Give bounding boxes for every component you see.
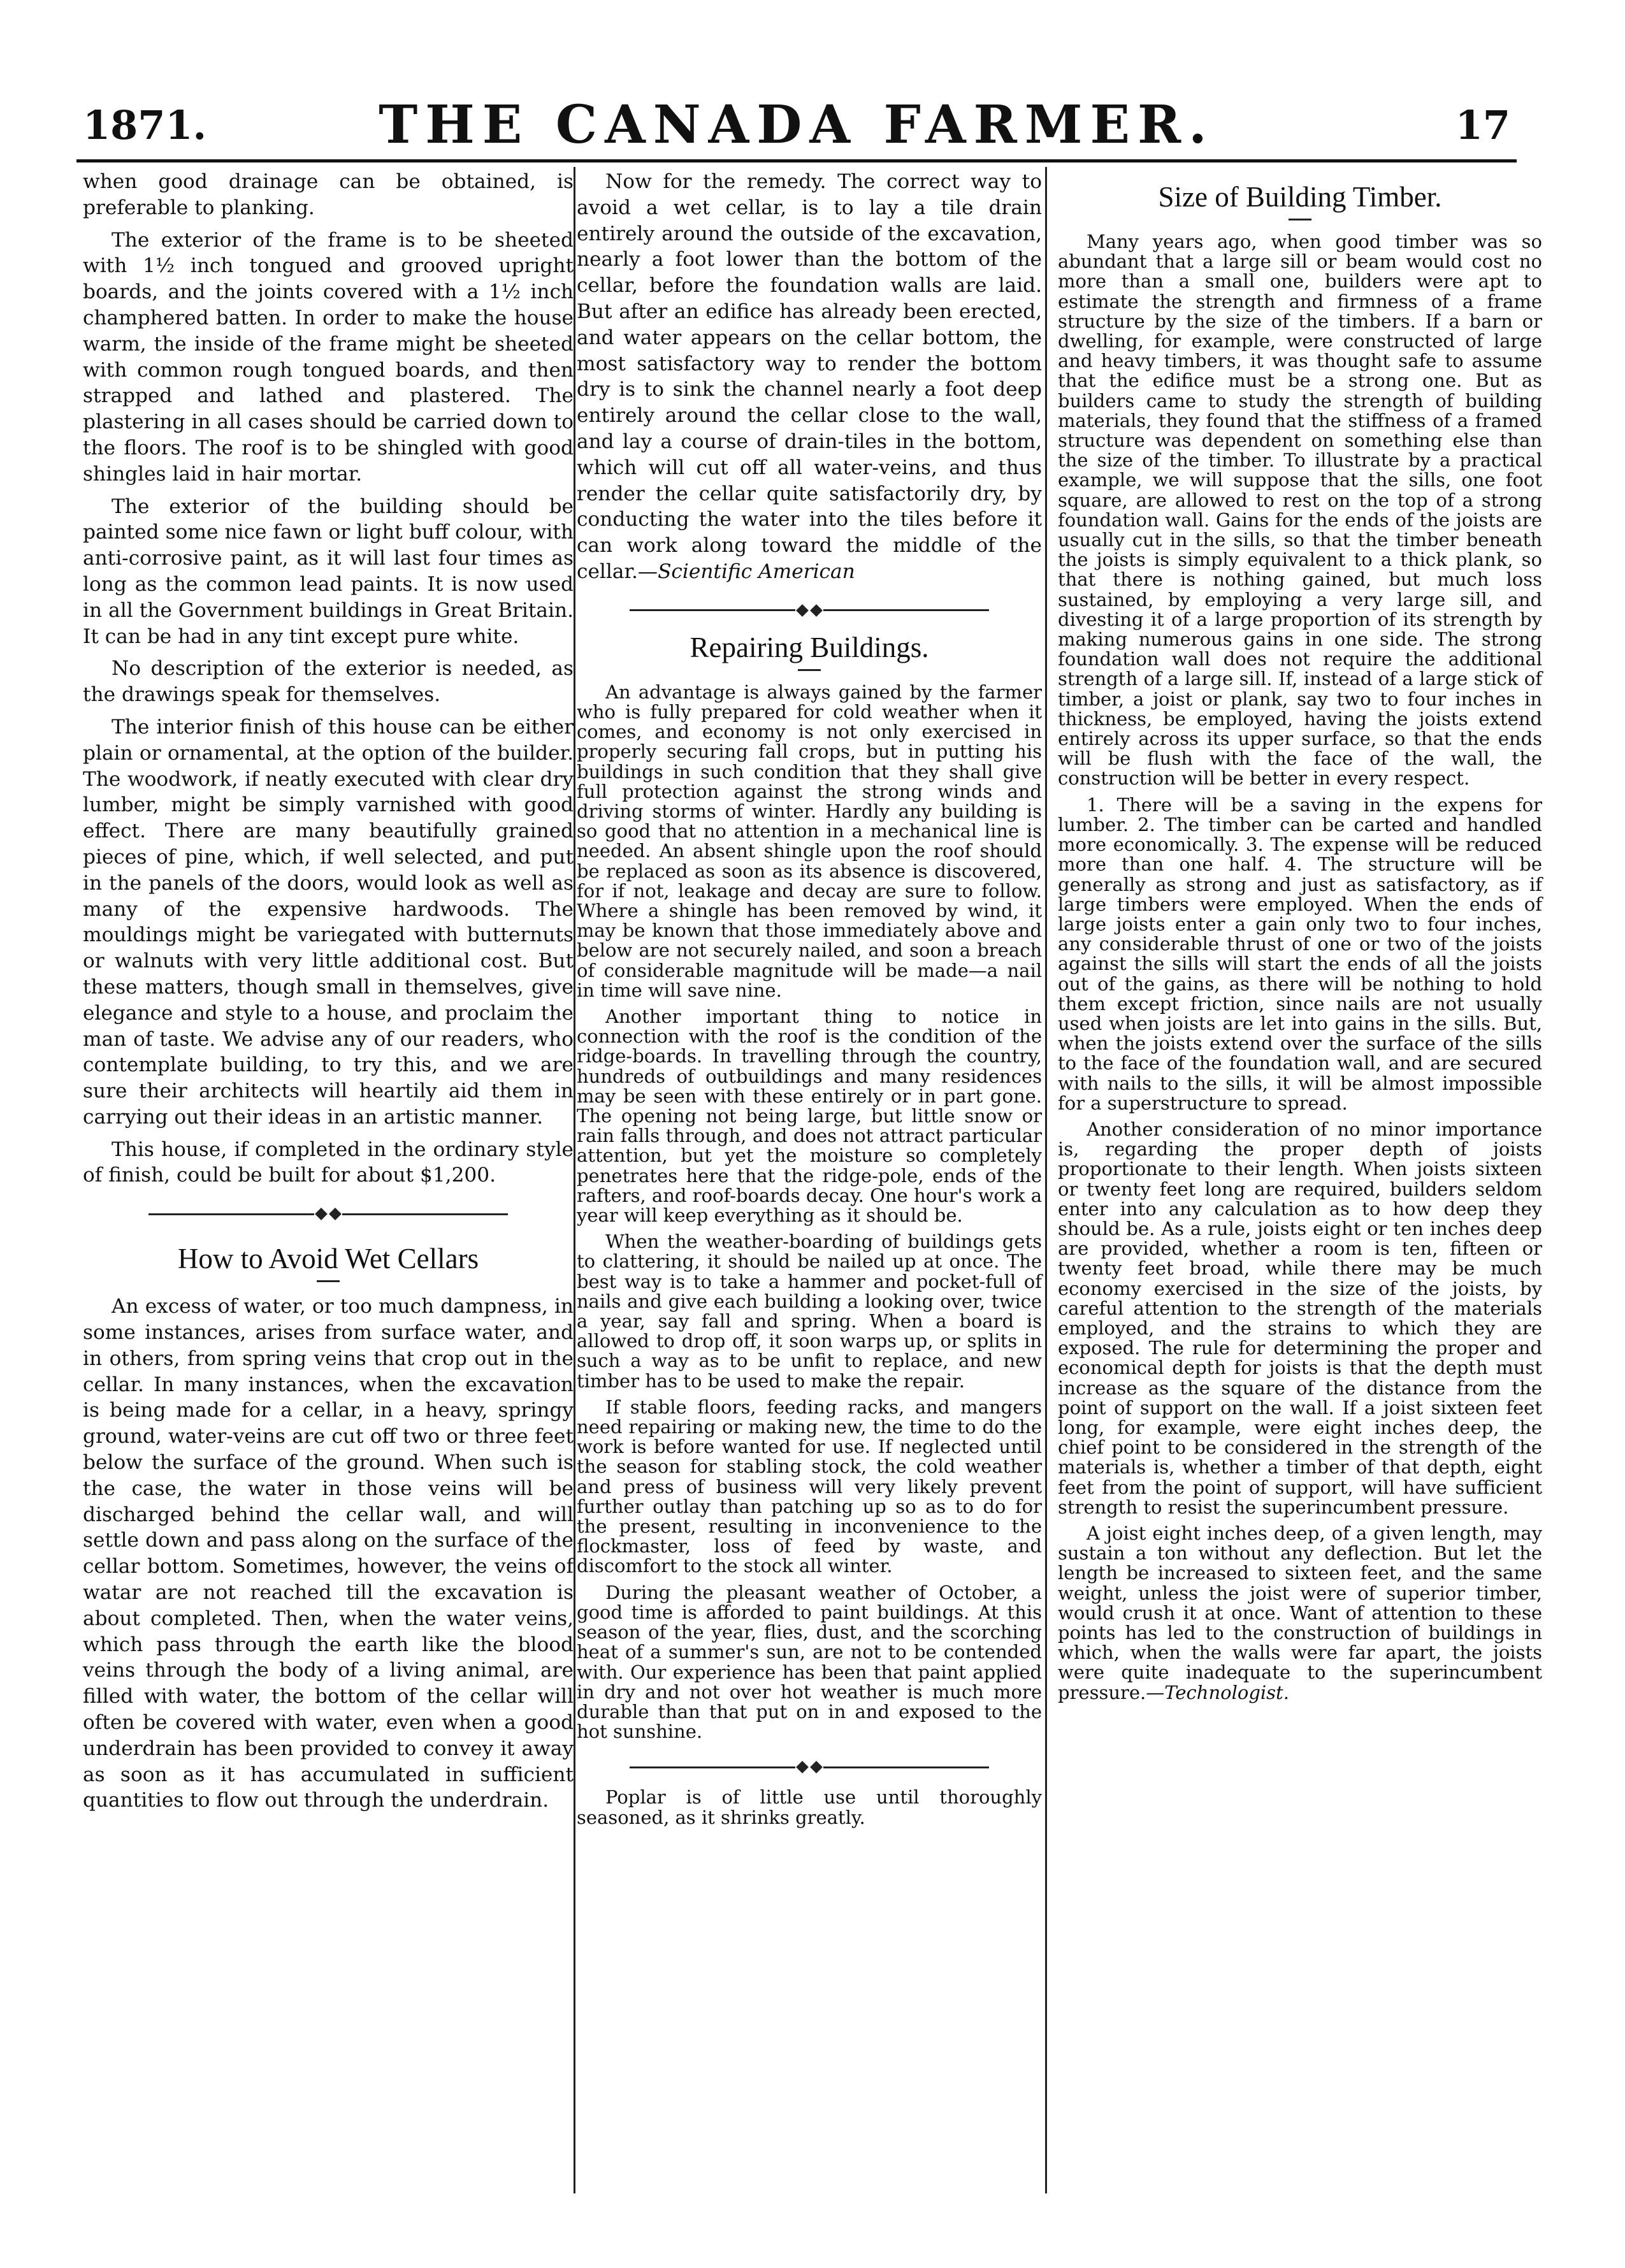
paragraph: The exterior of the building should be painted some nice fawn or light buff colour, with anti-corrosive paint, as it will last four times as long as the common lead paints. It is now used in all the Government buildings in Great Britain. It can be had in any tint except pure white. xyxy=(83,495,574,648)
title-dash xyxy=(317,1280,340,1282)
title-dash xyxy=(1289,219,1311,220)
paragraph: Many years ago, when good timber was so abundant that a large sill or beam would cost no more than a small one, builders were apt to estimate the strength and firmness of a frame structure by the size of the timbers. If a barn or dwelling, for example, were constructed of large and heavy timbers, it was thought safe to assume that the edifice must be a strong one. But as builders came to study the strength of building materials, they found that the stiffness of a framed structure was dependent on something else than the size of the timber. To illustrate by a practical example, we will suppose that the sills, one foot square, are allowed to rest on the top of a strong foundation wall. Gains for the ends of the joists are usually cut in the sills, so that the timber beneath the joists is simply equivalent to a thick plank, so that there is nothing gained, but much loss sustained, by employing a very large sill, and divesting it of a large proportion of its strength by making numerous gains in one side. The strong foundation wall does not require the additional strength of a large sill. If, instead of a large stick of timber, a joist or plank, say two to four inches in thickness, be employed, having the joists extend entirely across its upper surface, so that the ends will be flush with the face of the wall, the construction will be better in every respect. xyxy=(1058,231,1542,790)
paragraph: Poplar is of little use until thoroughly seasoned, as it shrinks greatly. xyxy=(577,1786,1042,1828)
article-title-building-timber: Size of Building Timber. xyxy=(1158,181,1442,213)
paragraph: An excess of water, or too much dampness, in some instances, arises from surface water, and in others, from spring veins that crop out in the cellar. In many instances, when the excavation is being made for a cellar, in a heavy, springy ground, water-veins are cut off two or three feet below the surface of the ground. When such is the case, the water in those veins will be discharged behind the cellar wall, and will settle down and pass along on the surface of the cellar bottom. Sometimes, however, the veins of watar are not reached till the excavation is about completed. Then, when the water veins, which pass through the earth like the blood veins through the body of a living animal, are filled with water, the bottom of the cellar will often be covered with water, even when a good underdrain has been provided to convey it away as soon as it has accumulated in sufficient quantities to flow out through the underdrain. xyxy=(83,1295,574,1812)
paragraph xyxy=(1058,1524,1542,1703)
paragraph-text: Now for the remedy. The correct way to avoid a wet cellar, is to lay a tile drain entirely around the outside of the excavation, nearly a foot lower than the bottom of the cellar, before the foundation walls are laid. But after an edifice has already been erected, and water appears on the cellar bottom, the most satisfactory way to render the bottom dry is to sink the channel nearly a foot deep entirely around the cellar close to the wall, and lay a course of drain-tiles in the bottom, which will cut off all water-veins, and thus render the cellar quite satisfactorily dry, by conducting the water into the tiles before it can work along toward the middle of the cellar. xyxy=(577,170,1042,583)
paragraph: When the weather-boarding of buildings gets to clattering, it should be nailed up at once. The best way is to take a hammer and pocket-full of nails and give each building a looking over, twice a year, say fall and spring. When a board is allowed to drop off, it soon warps up, or splits in such a way as to be unfit to replace, and new timber has to be used to make the repair. xyxy=(577,1231,1042,1392)
paragraph: Another important thing to notice in connection with the roof is the condition of the ridge-boards. In travelling through the country, hundreds of outbuildings and many residences may be seen with these entirely or in part gone. The opening not being large, but little snow or rain falls through, and does not attract particular attention, but yet the moisture so completely penetrates here that the ridge-pole, ends of the rafters, and roof-boards decay. One hour's work a year will keep everything as it should be. xyxy=(577,1006,1042,1227)
article-title-wet-cellars: How to Avoid Wet Cellars xyxy=(177,1243,479,1275)
column-2 xyxy=(577,169,1042,1834)
ornamental-divider xyxy=(577,600,1042,619)
paragraph-text: A joist eight inches deep, of a given length, may sustain a ton without any deflection. But let the length be increased to sixteen feet, and the same weight, unless the joist were of superior timber, would crush it at once. Want of attention to these points has led to the construction of buildings in which, when the walls were far apart, the joists were quite inadequate to the superincumbent pressure. xyxy=(1058,1522,1542,1703)
page-number: 17 xyxy=(1455,102,1510,148)
source-signature: —Scientific American xyxy=(637,560,855,583)
column-1 xyxy=(83,169,574,1820)
paragraph: when good drainage can be obtained, is preferable to planking. xyxy=(83,170,574,219)
masthead-year: 1871. xyxy=(83,102,207,148)
masthead-title: THE CANADA FARMER. xyxy=(379,94,1215,155)
source-signature: —Technologist. xyxy=(1146,1681,1289,1703)
paragraph: Another consideration of no minor importance is, regarding the proper depth of joists proportionate to their length. When joists sixteen or twenty feet long are required, builders seldom enter into any calculation as to how deep they should be. As a rule, joists eight or ten inches deep are provided, whether a room is ten, fifteen or twenty feet broad, while there may be much economy exercised in the size of the joists, by careful attention to the strength of the materials employed, and the strains to which they are exposed. The rule for determining the proper and economical depth for joists is that the depth must increase as the square of the distance from the point of support on the wall. If a joist sixteen feet long, for example, were eight inches deep, the chief point to be considered in the strength of the materials is, whether a timber of that depth, eight feet from the point of support, will have sufficient strength to resist the superincumbent pressure. xyxy=(1058,1118,1542,1518)
paragraph: During the pleasant weather of October, a good time is afforded to paint buildings. At this season of the year, flies, dust, and the scorching heat of a summer's sun, are not to be contended with. Our experience has been that paint applied in dry and not over hot weather is much more durable than that put on in and exposed to the hot sunshine. xyxy=(577,1581,1042,1743)
column-3 xyxy=(1058,169,1542,1709)
paragraph: 1. There will be a saving in the expens for lumber. 2. The timber can be carted and handled more economically. 3. The expense will be reduced more than one half. 4. The structure will be generally as strong and just as satisfactory, as if large timbers were employed. When the ends of large joists enter a gain only two to four inches, any considerable thrust of one or two of the joists against the sills will start the ends of all the joists out of the gains, as there will be nothing to hold them except friction, since nails are not usually used when joists are let into gains in the sills. But, when the joists extend over the surface of the sills to the face of the foundation wall, and are secured with nails to the sills, it will be almost impossible for a superstructure to spread. xyxy=(1058,793,1542,1114)
paragraph: An advantage is always gained by the farmer who is fully prepared for cold weather when it comes, and economy is not only exercised in properly securing fall crops, but in putting his buildings in such condition that they shall give full protection against the strong winds and driving storms of winter. Hardly any building is so good that no attention in a mechanical line is needed. An absent shingle upon the roof should be replaced as soon as its absence is discovered, for if not, leakage and decay are sure to follow. Where a shingle has been removed by wind, it may be known that those immediately above and below are not securely nailed, and soon a breach of considerable magnitude will be made—a nail in time will save nine. xyxy=(577,681,1042,1001)
paragraph xyxy=(577,169,1042,585)
paragraph: No description of the exterior is needed, as the drawings speak for themselves. xyxy=(83,657,574,707)
paragraph: If stable floors, feeding racks, and mangers need repairing or making new, the time to do the work is before wanted for use. If neglected until the season for stabling stock, the cold weather and press of business will very likely prevent further outlay than patching up so as to do for the present, resulting in inconvenience to the flockmaster, loss of feed by waste, and discomfort to the stock all winter. xyxy=(577,1396,1042,1577)
article-title-repairing-buildings: Repairing Buildings. xyxy=(690,631,929,663)
paragraph: This house, if completed in the ordinary style of finish, could be built for about $1,200. xyxy=(83,1138,574,1187)
paragraph: The exterior of the frame is to be sheeted with 1½ inch tongued and grooved upright boards, and the joints covered with a 1½ inch champhered batten. In order to make the house warm, the inside of the frame might be sheeted with common rough tongued boards, and then strapped and lathed and plastered. The plastering in all cases should be carried down to the floors. The roof is to be shingled with good shingles laid in hair mortar. xyxy=(83,228,574,486)
title-dash xyxy=(798,669,821,671)
ornamental-divider xyxy=(577,1757,1042,1776)
ornamental-divider xyxy=(83,1204,574,1223)
column-rule xyxy=(574,167,575,2193)
column-rule xyxy=(1045,167,1047,2193)
paragraph: The interior finish of this house can be either plain or ornamental, at the option of the builder. The woodwork, if neatly executed with clear dry lumber, might be simply varnished with good effect. There are many beautifully grained pieces of pine, which, if well selected, and put in the panels of the doors, would look as well as many of the expensive hardwoods. The mouldings might be variegated with butternuts or walnuts with very little additional cost. But these matters, though small in themselves, give elegance and style to a house, and proclaim the man of taste. We advise any of our readers, who contemplate building, to try this, and we are sure their architects will heartily aid them in carrying out their ideas in an artistic manner. xyxy=(83,715,574,1129)
masthead xyxy=(76,89,1517,163)
